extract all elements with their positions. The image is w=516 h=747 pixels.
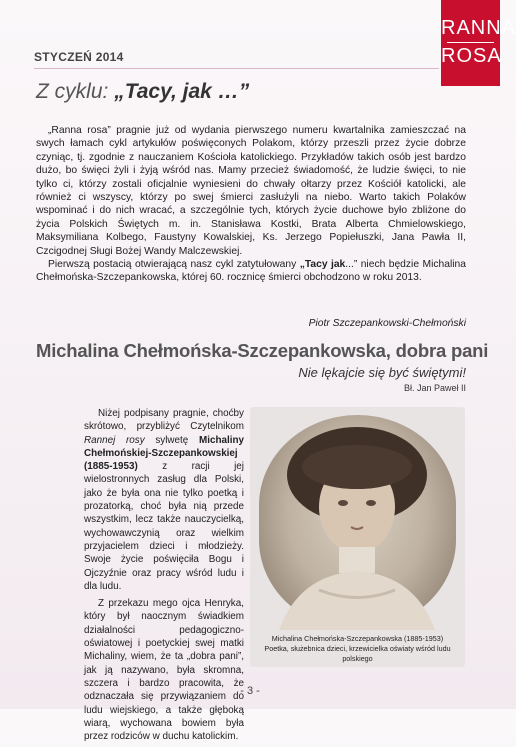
body-p1-a: Niżej podpisany pragnie, choćby skrótowo, przybliżyć Czytelnikom <box>84 408 244 433</box>
magazine-logo <box>441 0 516 86</box>
issue-date: STYCZEŃ 2014 <box>34 50 124 64</box>
intro-p2-end: ...” niech będzie Michalina Chełmońska-Szczepankowska, której 60. rocznicę śmierci obchodzono w roku 2013. <box>36 259 466 284</box>
intro-paragraph-1: „Ranna rosa” pragnie już od wydania pierwszego numeru kwartalnika zamieszczać na swych łamach cykl artykułów poświęconych Polakom, którzy przeszli przez życie dobrze czyniąc, tj. zgodnie z nauczaniem Kościoła katolickiego. Przykładów takich osób jest bardzo dużo, bo święci żyli i żyją wśród nas. Mamy przecież świadomość, że ludzie święci, to nie tylko ci, którzy zostali oficjalnie wyniesieni do chwały ołtarzy przez Kościół katolicki, ale również ci wszyscy, którzy po swej śmierci zasłużyli na niebo. Warto takich Polaków wspominać i do nich wracać, a szczególnie tych, których życie duchowe było zbliżone do życia Polskich Świętych m. in. Stanisława Kostki, Brata Alberta Chmielowskiego, Maksymiliana Kolbego, Faustyny Kowalskiej, Ks. Jerzego Popiełuszki, Jana Pawła II, Czcigodnej Sługi Bożej Wandy Malczewskiej. <box>36 125 466 257</box>
cycle-prefix: Z cyklu: <box>36 80 115 103</box>
page-number: - 3 - <box>240 685 260 697</box>
portrait-frame <box>250 407 465 667</box>
body-p1-b: sylwetę <box>144 434 199 446</box>
header-divider <box>34 68 439 69</box>
intro-p2-bold: „Tacy jak <box>299 259 346 271</box>
caption-line1: Michalina Chełmońska-Szczepankowska (1885-1953) <box>271 634 444 643</box>
body-paragraph-2: Z przekazu mego ojca Henryka, który był naocznym świadkiem działalności pedagogiczno-oświatowej i poetyckiej swej matki Michaliny, wiem, że ta „dobra pani”, jak ją nazywano, była skromna, szczera i bardzo pracowita, że odznaczała się przywiązaniem do ludu wiejskiego, a także głęboką wiarą, wychowana bowiem była przez rodziców w duchu katolickim. <box>84 598 244 743</box>
portrait-illustration <box>259 415 456 630</box>
epigraph-quote: Nie lękajcie się być świętymi! <box>298 365 466 380</box>
caption-line2: Poetka, służebnica dzieci, krzewicielka oświaty wśród ludu polskiego <box>264 644 451 663</box>
intro-text <box>36 124 466 285</box>
cycle-heading <box>36 80 249 104</box>
body-paragraph-1 <box>84 407 244 593</box>
epigraph-author: Bł. Jan Paweł II <box>403 383 466 393</box>
cycle-title: „Tacy, jak …” <box>114 80 250 103</box>
logo-line2: ROSA <box>441 45 502 67</box>
logo-divider <box>447 42 494 43</box>
body-p1-c: z racji jej wielostronnych zasług dla Polski, jako że była ona nie tylko poetką i prozatorką, choć była nią przede wszystkim, lecz także nauczycielką, wychowawczynią oraz wielkim przyjacielem dzieci i młodzieży. Swoje życie poświęciła Bogu i Ojczyźnie oraz pracy wśród ludu i dla ludu. <box>84 461 244 592</box>
body-p1-italic: Rannej rosy <box>84 434 145 446</box>
article-title: Michalina Chełmońska-Szczepankowska, dobra pani <box>36 340 489 361</box>
body-p1-bold: Michaliny Chełmońskiej-Szczepankowskiej (1885-1953) <box>84 434 244 473</box>
portrait-photo <box>259 415 456 630</box>
portrait-caption <box>254 634 461 664</box>
intro-p2-start: Pierwszą postacią otwierającą nasz cykl zatytułowany <box>48 259 300 271</box>
intro-signature: Piotr Szczepankowski-Chełmoński <box>308 318 466 329</box>
intro-paragraph-2 <box>36 258 466 285</box>
logo-line1: RANNA <box>441 17 516 39</box>
